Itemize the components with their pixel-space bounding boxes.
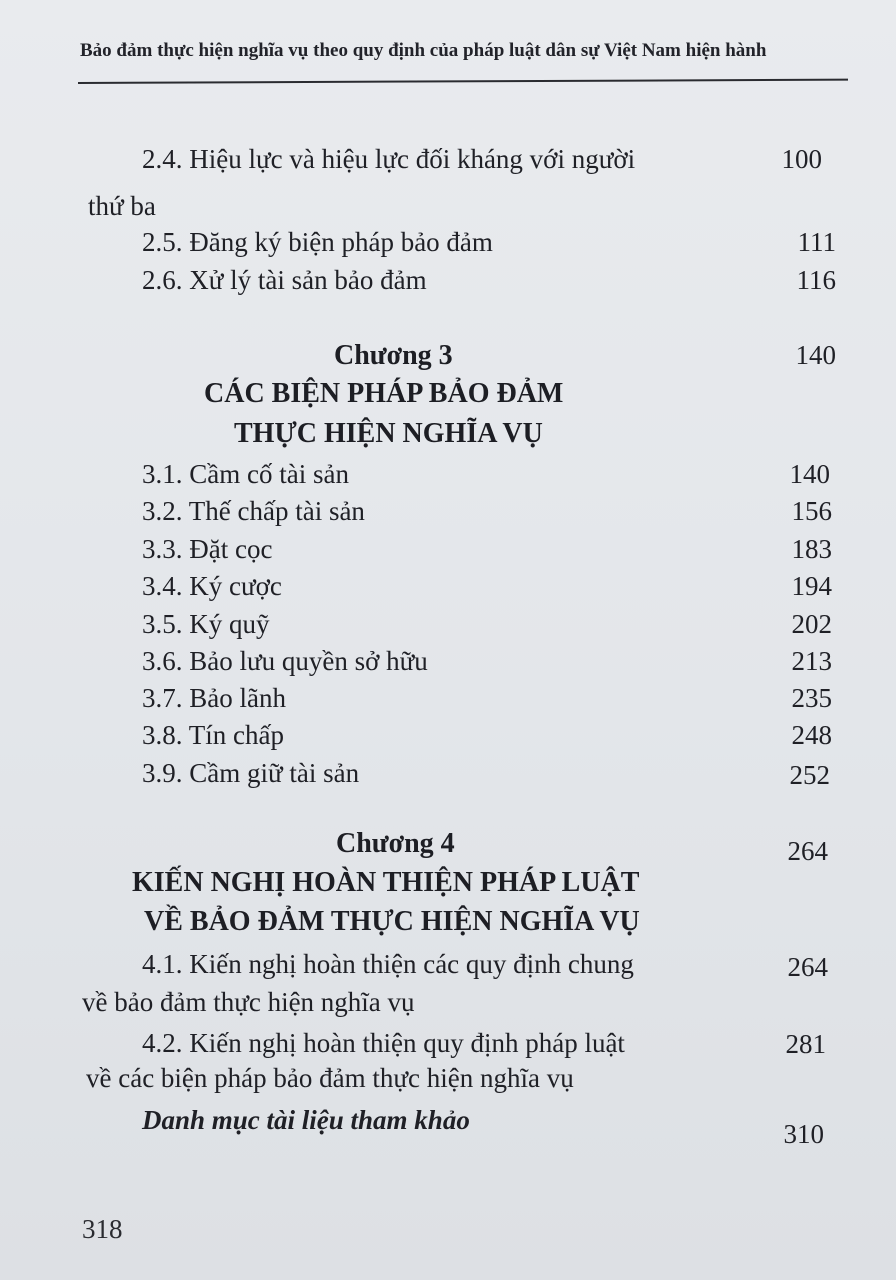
toc-entry-2-4-line1: 2.4. Hiệu lực và hiệu lực đối kháng với người — [142, 144, 636, 174]
toc-entry-references: Danh mục tài liệu tham khảo — [142, 1105, 470, 1135]
toc-page-3-3: 183 — [791, 534, 832, 564]
toc-entry-3-4: 3.4. Ký cược — [142, 571, 282, 601]
toc-page-2-6: 116 — [796, 265, 836, 295]
toc-page-3-1: 140 — [789, 459, 830, 489]
toc-page-chapter-4: 264 — [787, 836, 828, 866]
toc-entry-4-2-line2: về các biện pháp bảo đảm thực hiện nghĩa vụ — [86, 1063, 574, 1093]
chapter-4-title-line1: KIẾN NGHỊ HOÀN THIỆN PHÁP LUẬT — [132, 867, 640, 898]
toc-entry-3-9: 3.9. Cầm giữ tài sản — [142, 758, 360, 788]
toc-page-2-5: 111 — [797, 227, 836, 257]
chapter-3-title-line2: THỰC HIỆN NGHĨA VỤ — [234, 418, 543, 449]
toc-page-3-5: 202 — [791, 609, 832, 639]
running-header: Bảo đảm thực hiện nghĩa vụ theo quy định của pháp luật dân sự Việt Nam hiện hành — [80, 40, 767, 61]
toc-entry-3-2: 3.2. Thế chấp tài sản — [142, 496, 365, 526]
toc-entry-2-5: 2.5. Đăng ký biện pháp bảo đảm — [142, 227, 493, 257]
toc-page-4-2: 281 — [785, 1029, 826, 1059]
toc-page-3-6: 213 — [791, 646, 832, 676]
toc-page-3-4: 194 — [791, 571, 832, 601]
toc-entry-3-1: 3.1. Cầm cố tài sản — [142, 459, 349, 489]
toc-entry-4-1-line2: về bảo đảm thực hiện nghĩa vụ — [82, 987, 415, 1017]
chapter-4-title-line2: VỀ BẢO ĐẢM THỰC HIỆN NGHĨA VỤ — [144, 906, 640, 937]
chapter-4-label: Chương 4 — [336, 828, 455, 859]
header-rule — [78, 79, 848, 84]
toc-page-3-9: 252 — [789, 760, 830, 790]
toc-entry-2-6: 2.6. Xử lý tài sản bảo đảm — [142, 265, 427, 295]
toc-entry-3-8: 3.8. Tín chấp — [142, 720, 284, 750]
toc-entry-3-7: 3.7. Bảo lãnh — [142, 683, 286, 713]
toc-page-references: 310 — [783, 1119, 824, 1149]
toc-entry-3-5: 3.5. Ký quỹ — [142, 609, 270, 639]
toc-entry-4-2-line1: 4.2. Kiến nghị hoàn thiện quy định pháp luật — [142, 1028, 625, 1058]
toc-page-chapter-3: 140 — [795, 340, 836, 370]
toc-page-3-2: 156 — [791, 496, 832, 526]
toc-page-3-8: 248 — [791, 720, 832, 750]
toc-page-2-4: 100 — [781, 144, 822, 174]
chapter-3-label: Chương 3 — [334, 340, 453, 371]
toc-page-4-1: 264 — [787, 952, 828, 982]
toc-entry-3-6: 3.6. Bảo lưu quyền sở hữu — [142, 646, 428, 676]
toc-page-3-7: 235 — [791, 683, 832, 713]
toc-entry-2-4-line2: thứ ba — [88, 191, 156, 221]
chapter-3-title-line1: CÁC BIỆN PHÁP BẢO ĐẢM — [204, 378, 564, 409]
page-number: 318 — [82, 1214, 123, 1244]
toc-entry-3-3: 3.3. Đặt cọc — [142, 534, 273, 564]
toc-entry-4-1-line1: 4.1. Kiến nghị hoàn thiện các quy định chung — [142, 949, 634, 979]
